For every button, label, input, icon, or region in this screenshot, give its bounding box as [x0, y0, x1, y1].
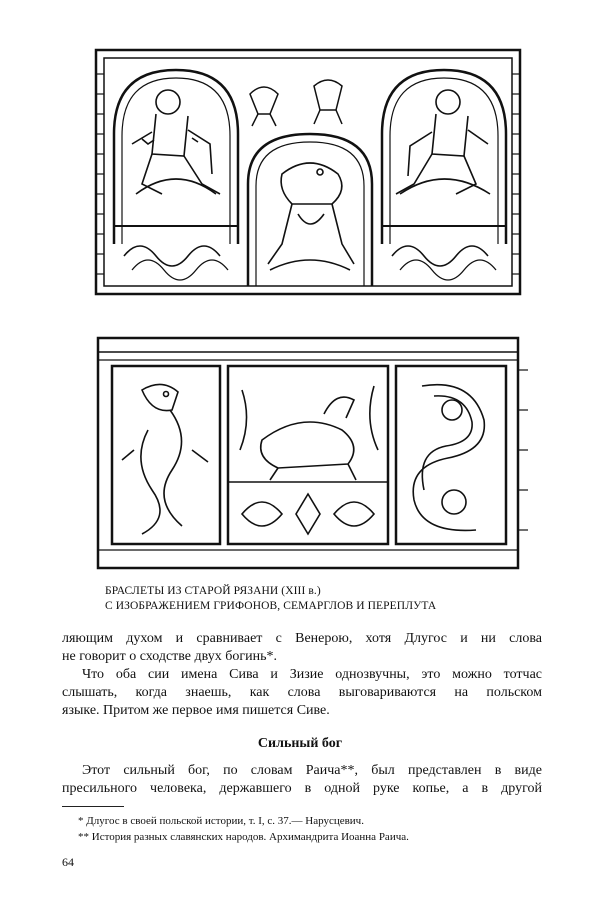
footnote-divider — [62, 806, 124, 807]
caption-line-2: С ИЗОБРАЖЕНИЕМ ГРИФОНОВ, СЕМАРГЛОВ И ПЕРЕПЛУТА — [105, 600, 437, 612]
caption-line-1: БРАСЛЕТЫ ИЗ СТАРОЙ РЯЗАНИ (XIII в.) — [105, 585, 321, 597]
paragraph-2-line-2: слышать, когда знаешь, как слова выговариваются на польском — [62, 685, 542, 700]
figure-caption — [105, 584, 525, 614]
paragraph-3-line-2: пресильного человека, державшего в одной руке копье, а в другой — [62, 781, 542, 796]
paragraph-1-line-2: не говорит о сходстве двух богинь*. — [62, 649, 278, 664]
paragraph-2-line-3: языке. Притом же первое имя пишется Сиве. — [62, 703, 330, 718]
body-text — [62, 630, 542, 720]
paragraph-1 — [62, 630, 542, 666]
bracelet-illustration-top — [92, 44, 528, 304]
body-text-section — [62, 762, 542, 798]
paragraph-1-line-1: ляющим духом и сравнивает с Венерою, хотя Длугос и ни слова — [62, 631, 542, 646]
footnotes — [62, 813, 542, 845]
bracelet-illustration-bottom — [92, 330, 532, 580]
paragraph-3-line-1: Этот сильный бог, по словам Раича**, был представлен в виде — [82, 763, 542, 778]
paragraph-3 — [62, 762, 542, 798]
paragraph-2-line-1: Что оба сии имена Сива и Зизие однозвучны, это можно тотчас — [82, 667, 542, 682]
paragraph-2 — [62, 666, 542, 720]
footnote-2: ** История разных славянских народов. Архимандрита Иоанна Раича. — [78, 831, 409, 843]
footnote-1: * Длугос в своей польской истории, т. I, с. 37.— Нарусцевич. — [78, 815, 364, 827]
page-number: 64 — [62, 855, 74, 869]
section-heading: Сильный бог — [257, 736, 343, 751]
